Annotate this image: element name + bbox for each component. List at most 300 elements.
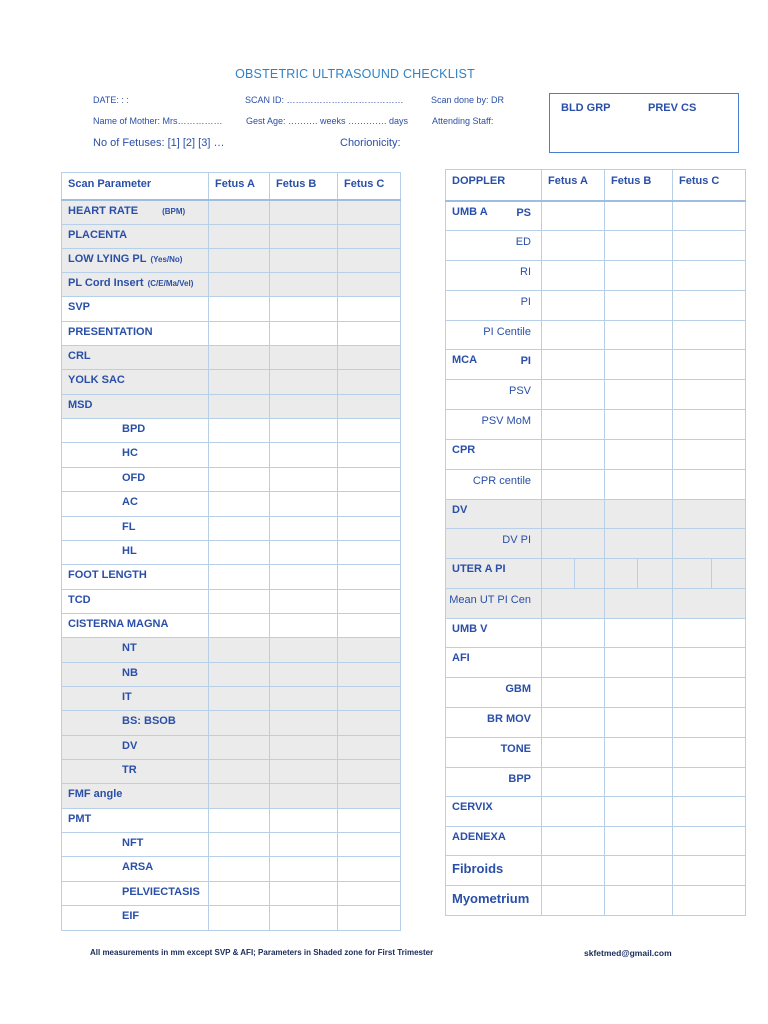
table-row [446,469,746,499]
table-row [62,224,401,248]
fetus-c-cell[interactable] [338,492,401,516]
parameter-label: BS: BSOB [122,715,176,728]
fetus-b-cell[interactable] [270,272,338,296]
doppler-parameter-cell [446,350,542,380]
fetus-a-cell[interactable] [209,492,270,516]
fetus-a-cell[interactable] [542,469,605,499]
fetus-a-cell[interactable] [542,737,605,767]
doppler-parameter-cell [446,260,542,290]
doppler-parameter-cell [446,648,542,678]
parameter-label: PRESENTATION [68,325,153,338]
parameter-label: EIF [122,910,140,923]
fetus-b-cell[interactable] [270,419,338,443]
fetus-c-cell[interactable] [673,320,746,350]
parameter-cell [62,784,209,808]
doppler-subparameter-label: CPR centile [472,474,531,487]
fetus-c-cell[interactable] [673,499,746,529]
fetus-a-cell[interactable] [542,260,605,290]
fetus-c-cell[interactable] [338,638,401,662]
scan-id-field[interactable]: SCAN ID: ………………………………… [245,95,404,105]
fetus-a-cell[interactable] [209,760,270,784]
fetus-c-cell[interactable] [338,589,401,613]
parameter-label: IT [122,690,132,703]
parameter-label: PL Cord Insert [68,276,144,289]
previous-cs-label: PREV CS [648,102,697,114]
fetus-b-cell[interactable] [605,469,673,499]
fetus-a-cell[interactable] [209,638,270,662]
parameter-label: AC [122,496,138,509]
fetus-c-cell[interactable] [338,881,401,905]
doppler-parameter-cell [446,886,542,916]
fetus-a-cell[interactable] [209,467,270,491]
doppler-subparameter-label: PSV MoM [481,415,531,428]
fetus-b-cell[interactable] [270,589,338,613]
parameter-cell [62,662,209,686]
doppler-parameter-cell [446,797,542,827]
fetus-c-cell[interactable] [338,248,401,272]
fetus-a-cell[interactable] [542,439,605,469]
table-row [446,499,746,529]
doppler-subparameter-label: RI [520,265,531,278]
fetus-a-cell[interactable] [542,648,605,678]
fetus-a-cell[interactable] [209,735,270,759]
parameter-cell [62,297,209,321]
doppler-parameter-label: AFI [452,652,470,665]
parameter-label: TCD [68,593,91,606]
doppler-parameter-label: CPR [452,443,476,456]
table-row [62,906,401,930]
fetus-a-cell[interactable] [209,662,270,686]
table-row [62,540,401,564]
fetus-c-cell[interactable] [338,419,401,443]
table-row [446,588,746,618]
table-row [446,380,746,410]
fetus-c-cell[interactable] [673,439,746,469]
parameter-cell [62,638,209,662]
fetus-b-cell[interactable] [605,320,673,350]
table-row [446,618,746,648]
fetus-a-cell[interactable] [542,886,605,916]
parameter-cell [62,443,209,467]
table-header-row [446,170,746,201]
fetus-a-cell[interactable] [209,200,270,225]
date-field[interactable]: DATE: : : [93,95,129,105]
fetus-b-cell[interactable] [605,499,673,529]
fetus-b-cell[interactable] [605,707,673,737]
fetus-b-cell[interactable] [270,200,338,225]
table-row [62,589,401,613]
column-header: Fetus A [209,173,270,200]
fetus-c-cell[interactable] [338,735,401,759]
fetus-c-cell[interactable] [673,380,746,410]
fetus-c-cell[interactable] [338,540,401,564]
fetus-c-cell[interactable] [673,529,746,559]
doppler-parameter-cell [446,588,542,618]
fetus-b-cell[interactable] [270,370,338,394]
doppler-subparameter-label: TONE [500,742,531,755]
doppler-parameter-label: UMB A [452,205,488,218]
parameter-label: TR [122,764,137,777]
doppler-subparameter-label: PI [520,295,531,308]
fetus-a-cell[interactable] [542,826,605,855]
table-row [446,826,746,855]
fetus-b-cell[interactable] [605,201,673,231]
parameter-label: PELVIECTASIS [122,885,200,898]
table-row [446,439,746,469]
parameter-cell [62,516,209,540]
fetus-b-cell[interactable] [605,618,673,648]
table-row [446,529,746,559]
doppler-parameter-label: Fibroids [452,861,504,877]
parameter-cell [62,686,209,710]
attending-staff-field[interactable]: Attending Staff: [432,116,494,126]
fetus-c-cell[interactable] [673,260,746,290]
doppler-parameter-cell [446,856,542,886]
parameter-label: FL [122,520,136,533]
doppler-parameter-cell [446,826,542,855]
fetus-a-cell[interactable] [542,320,605,350]
fetus-c-cell[interactable] [338,857,401,881]
fetus-a-cell[interactable] [542,588,605,618]
fetus-b-cell[interactable] [605,886,673,916]
fetus-a-cell[interactable] [209,297,270,321]
parameter-cell [62,370,209,394]
fetus-b-cell[interactable] [270,346,338,370]
fetus-b-cell[interactable] [605,260,673,290]
parameter-label: DV [122,739,138,752]
table-row [446,559,746,589]
table-row [446,678,746,708]
fetus-a-cell[interactable] [209,589,270,613]
table-row [62,565,401,589]
fetus-b-cell[interactable] [605,767,673,797]
column-header: Scan Parameter [62,173,209,200]
parameter-cell [62,248,209,272]
parameter-cell [62,881,209,905]
fetus-b-cell[interactable] [605,559,673,589]
doppler-parameter-cell [446,767,542,797]
doppler-subparameter-label: ED [515,236,531,249]
fetus-b-cell[interactable] [605,410,673,440]
gest-age-field[interactable]: Gest Age: ………. weeks …………. days [246,116,409,126]
fetus-c-cell[interactable] [338,346,401,370]
parameter-cell [62,467,209,491]
fetus-b-cell[interactable] [605,380,673,410]
doppler-parameter-cell [446,201,542,231]
fetus-b-cell[interactable] [270,516,338,540]
fetus-b-cell[interactable] [605,678,673,708]
parameter-cell [62,394,209,418]
fetus-c-cell[interactable] [338,711,401,735]
doppler-parameter-cell [446,737,542,767]
parameter-label: FOOT LENGTH [68,569,147,582]
fetus-b-cell[interactable] [270,492,338,516]
fetus-c-cell[interactable] [673,886,746,916]
parameter-unit: (BPM) [162,206,186,216]
fetus-c-cell[interactable] [673,767,746,797]
fetus-b-cell[interactable] [605,826,673,855]
parameter-label: CISTERNA MAGNA [68,617,169,630]
parameter-cell [62,808,209,832]
doppler-parameter-cell [446,410,542,440]
fetus-c-cell[interactable] [338,394,401,418]
fetus-c-cell[interactable] [338,686,401,710]
parameter-label: SVP [68,301,91,314]
parameter-label: NT [122,642,137,655]
fetus-c-cell[interactable] [338,784,401,808]
fetus-a-cell[interactable] [209,808,270,832]
fetus-b-cell[interactable] [605,588,673,618]
fetus-c-cell[interactable] [673,350,746,380]
fetus-c-cell[interactable] [338,565,401,589]
fetus-c-cell[interactable] [338,808,401,832]
fetus-a-cell[interactable] [209,540,270,564]
doppler-subparameter-label: DV PI [502,534,531,547]
table-row [446,856,746,886]
fetus-c-cell[interactable] [338,272,401,296]
table-row [446,290,746,320]
fetus-a-cell[interactable] [542,529,605,559]
fetus-b-cell[interactable] [270,297,338,321]
doppler-parameter-label: CERVIX [452,801,493,814]
fetus-c-cell[interactable] [338,200,401,225]
parameter-label: HC [122,447,138,460]
mother-name-field[interactable]: Name of Mother: Mrs…………… [93,116,223,126]
fetus-b-cell[interactable] [605,439,673,469]
table-row [62,711,401,735]
doppler-parameter-cell [446,320,542,350]
table-row [62,419,401,443]
table-row [62,808,401,832]
fetus-c-cell[interactable] [338,833,401,857]
fetus-b-cell[interactable] [270,906,338,930]
table-row [446,737,746,767]
fetus-b-cell[interactable] [270,224,338,248]
table-row [62,248,401,272]
fetus-a-cell[interactable] [542,499,605,529]
fetus-a-cell[interactable] [209,272,270,296]
parameter-label: NB [122,666,138,679]
table-row [62,760,401,784]
fetus-b-cell[interactable] [270,857,338,881]
fetus-c-cell[interactable] [673,469,746,499]
doppler-subparameter-label: PI [520,355,531,368]
fetus-b-cell[interactable] [270,662,338,686]
fetus-c-cell[interactable] [338,224,401,248]
fetus-c-cell[interactable] [338,321,401,345]
fetus-a-cell[interactable] [209,857,270,881]
scan-done-by-field[interactable]: Scan done by: DR [431,95,505,105]
fetus-b-cell[interactable] [270,638,338,662]
fetus-a-cell[interactable] [209,906,270,930]
fetus-c-cell[interactable] [338,297,401,321]
footer-email: skfetmed@gmail.com [584,948,672,958]
fetus-a-cell[interactable] [542,290,605,320]
parameter-label: PLACENTA [68,228,128,241]
fetus-c-cell[interactable] [338,467,401,491]
fetus-a-cell[interactable] [542,618,605,648]
fetus-a-cell[interactable] [209,443,270,467]
blood-group-box[interactable] [549,93,739,153]
table-row [62,857,401,881]
fetus-c-cell[interactable] [673,231,746,261]
fetus-a-cell[interactable] [209,711,270,735]
parameter-label: BPD [122,423,146,436]
fetus-b-cell[interactable] [270,760,338,784]
fetus-b-cell[interactable] [605,231,673,261]
parameter-label: FMF angle [68,788,123,801]
fetus-c-cell[interactable] [673,856,746,886]
doppler-parameter-cell [446,678,542,708]
fetus-b-cell[interactable] [605,350,673,380]
parameter-cell [62,857,209,881]
fetus-a-cell[interactable] [209,881,270,905]
fetus-a-cell[interactable] [542,767,605,797]
doppler-parameter-cell [446,231,542,261]
fetus-b-cell[interactable] [270,613,338,637]
table-row [62,297,401,321]
fetus-c-cell[interactable] [673,707,746,737]
column-header: DOPPLER [446,170,542,201]
fetus-a-cell[interactable] [542,380,605,410]
fetus-b-cell[interactable] [270,833,338,857]
fetus-a-cell[interactable] [209,686,270,710]
table-row [62,833,401,857]
table-row [62,516,401,540]
parameter-label: LOW LYING PL [68,252,147,265]
table-row [446,767,746,797]
fetus-a-cell[interactable] [542,559,605,589]
doppler-parameter-cell [446,559,542,589]
fetus-b-cell[interactable] [605,797,673,827]
fetus-b-cell[interactable] [270,467,338,491]
doppler-parameter-label: UTER A PI [452,563,506,576]
fetus-c-cell[interactable] [673,826,746,855]
fetus-a-cell[interactable] [542,856,605,886]
fetus-c-cell[interactable] [673,797,746,827]
parameter-cell [62,760,209,784]
fetus-b-cell[interactable] [270,784,338,808]
fetus-c-cell[interactable] [673,588,746,618]
fetus-a-cell[interactable] [542,201,605,231]
parameter-cell [62,906,209,930]
fetus-c-cell[interactable] [673,290,746,320]
fetus-c-cell[interactable] [673,618,746,648]
fetus-c-cell[interactable] [673,559,746,589]
fetus-b-cell[interactable] [270,711,338,735]
column-header: Fetus B [270,173,338,200]
parameter-label: NFT [122,837,144,850]
parameter-unit: (C/E/Ma/Vel) [147,278,194,288]
fetus-c-cell[interactable] [673,201,746,231]
blood-group-label: BLD GRP [561,102,611,114]
fetus-a-cell[interactable] [209,394,270,418]
fetus-b-cell[interactable] [605,290,673,320]
table-row [62,443,401,467]
fetus-a-cell[interactable] [542,350,605,380]
parameter-cell [62,419,209,443]
fetus-a-cell[interactable] [542,707,605,737]
fetus-count-field[interactable]: No of Fetuses: [1] [2] [3] … [93,137,225,149]
doppler-parameter-cell [446,618,542,648]
fetus-b-cell[interactable] [605,856,673,886]
fetus-c-cell[interactable] [338,443,401,467]
column-header: Fetus B [605,170,673,201]
fetus-a-cell[interactable] [209,346,270,370]
fetus-b-cell[interactable] [270,321,338,345]
fetus-b-cell[interactable] [270,808,338,832]
fetus-a-cell[interactable] [209,321,270,345]
scan-parameter-table [61,172,401,931]
fetus-a-cell[interactable] [209,784,270,808]
parameter-cell [62,200,209,225]
doppler-subparameter-label: Mean UT PI Cen [449,593,531,606]
chorionicity-field[interactable]: Chorionicity: [340,137,401,149]
fetus-b-cell[interactable] [270,248,338,272]
fetus-c-cell[interactable] [673,410,746,440]
doppler-subparameter-label: GBM [505,683,531,696]
fetus-c-cell[interactable] [338,613,401,637]
fetus-b-cell[interactable] [605,529,673,559]
fetus-c-cell[interactable] [673,737,746,767]
fetus-b-cell[interactable] [270,735,338,759]
fetus-b-cell[interactable] [605,648,673,678]
parameter-label: HL [122,544,137,557]
fetus-a-cell[interactable] [209,224,270,248]
fetus-c-cell[interactable] [338,516,401,540]
fetus-c-cell[interactable] [338,760,401,784]
fetus-b-cell[interactable] [270,540,338,564]
fetus-a-cell[interactable] [209,419,270,443]
parameter-label: YOLK SAC [68,374,125,387]
fetus-a-cell[interactable] [209,516,270,540]
table-row [446,320,746,350]
fetus-b-cell[interactable] [270,565,338,589]
fetus-c-cell[interactable] [338,906,401,930]
fetus-c-cell[interactable] [673,678,746,708]
table-row [446,410,746,440]
fetus-b-cell[interactable] [605,737,673,767]
fetus-c-cell[interactable] [338,370,401,394]
fetus-a-cell[interactable] [209,248,270,272]
fetus-a-cell[interactable] [542,797,605,827]
fetus-a-cell[interactable] [209,833,270,857]
fetus-a-cell[interactable] [209,565,270,589]
fetus-c-cell[interactable] [338,662,401,686]
fetus-b-cell[interactable] [270,443,338,467]
parameter-cell [62,565,209,589]
table-row [446,886,746,916]
fetus-b-cell[interactable] [270,394,338,418]
fetus-a-cell[interactable] [542,410,605,440]
table-row [62,881,401,905]
fetus-a-cell[interactable] [209,370,270,394]
table-row [446,797,746,827]
fetus-a-cell[interactable] [542,678,605,708]
fetus-b-cell[interactable] [270,881,338,905]
table-row [446,260,746,290]
split-divider [711,559,712,588]
table-row [62,662,401,686]
doppler-parameter-cell [446,380,542,410]
fetus-c-cell[interactable] [673,648,746,678]
fetus-b-cell[interactable] [270,686,338,710]
table-row [62,200,401,225]
fetus-a-cell[interactable] [542,231,605,261]
parameter-cell [62,321,209,345]
doppler-table [445,169,746,916]
fetus-a-cell[interactable] [209,613,270,637]
